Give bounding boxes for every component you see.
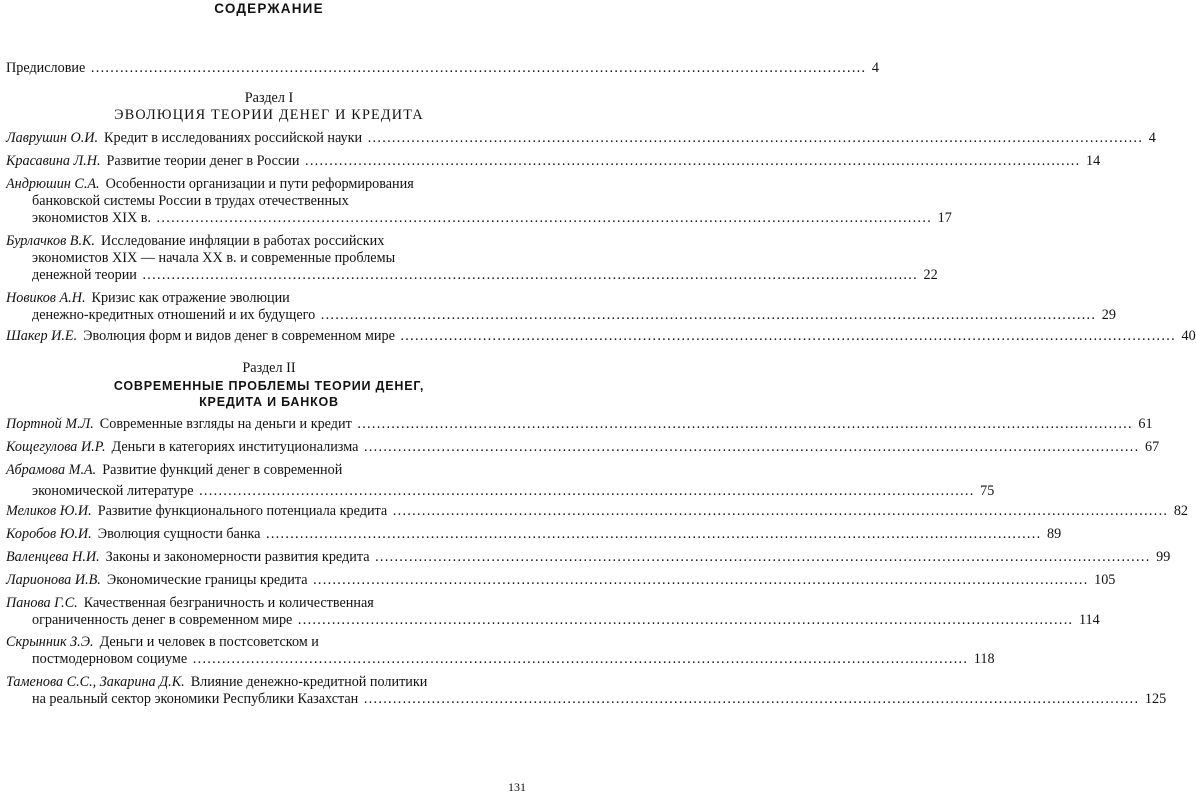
entry-title: Экономические границы кредита [106,572,308,588]
toc-entry [6,674,1167,708]
entry-title: Развитие функционального потенциала кредита [97,503,388,519]
entry-title: Современные взгляды на деньги и кредит [99,416,352,432]
toc-entry [6,439,1160,456]
entry-author: Ларионова И.В. [6,572,101,588]
entry-title: Кредит в исследованиях российской науки [104,130,363,146]
entry-title-cont: экономистов XIX в. [32,210,151,226]
page-ref: 105 [1094,572,1116,588]
entry-title-cont: экономистов XIX — начала XX в. и современные проблемы [32,250,396,266]
page-ref: 114 [1078,612,1100,628]
page-ref: 61 [1138,416,1153,432]
entry-author: Таменова С.С., Закарина Д.К. [6,674,185,690]
page-ref: 99 [1156,549,1171,565]
entry-author: Валенцева Н.И. [6,549,100,565]
entry-title: Законы и закономерности развития кредита [105,549,370,565]
entry-title-cont: банковской системы России в трудах отечественных [32,193,349,209]
toc-entry [6,503,1188,520]
entry-title: Влияние денежно-кредитной политики [190,674,428,690]
leader-dots [157,210,933,226]
toc-entry [6,233,938,284]
leader-dots [393,503,1169,519]
leader-dots [305,153,1081,169]
leader-dots [266,526,1042,542]
entry-title: Исследование инфляции в работах российских [100,233,385,249]
entry-title-cont: экономической литературе [32,483,194,499]
entry-author: Портной М.Л. [6,416,94,432]
entry-author: Красавина Л.Н. [6,153,101,169]
leader-dots [357,416,1133,432]
entry-title-cont: на реальный сектор экономики Республики Казахстан [32,691,359,707]
entry-title: Кризис как отражение эволюции [91,290,290,306]
entry-author: Шакер И.Е. [6,328,78,344]
section-2-title-line1: СОВРЕМЕННЫЕ ПРОБЛЕМЫ ТЕОРИИ ДЕНЕГ, [113,379,425,393]
entry-title-cont: ограниченность денег в современном мире [32,612,293,628]
page-ref: 82 [1173,503,1188,519]
page-ref: 4 [1148,130,1156,146]
leader-dots [321,307,1097,323]
page-ref: 40 [1181,328,1196,344]
toc-entry [6,328,1196,345]
entry-title: Развитие функций денег в современной [102,462,343,478]
toc-entry [6,549,1171,566]
leader-dots [298,612,1074,628]
entry-title-cont: денежной теории [32,267,137,283]
leader-dots [91,60,867,76]
entry-author: Абрамова М.А. [6,462,97,478]
entry-title: Деньги и человек в постсоветском и [99,634,319,650]
entry-title: Особенности организации и пути реформирования [105,176,414,192]
entry-title: Эволюция сущности банка [97,526,261,542]
entry-title: Развитие теории денег в России [106,153,300,169]
toc-entry [6,130,1156,147]
entry-title-cont: денежно-кредитных отношений и их будущего [32,307,316,323]
page-ref: 125 [1144,691,1167,707]
toc-entry [6,176,952,227]
toc-entry [6,290,1116,324]
entry-author: Коробов Ю.И. [6,526,92,542]
entry-title: Эволюция форм и видов денег в современном мире [83,328,395,344]
entry-author: Бурлачков В.К. [6,233,95,249]
toc-entry [6,416,1153,433]
page-ref: 22 [923,267,938,283]
page-ref: 118 [973,651,995,667]
leader-dots [313,572,1089,588]
entry-author: Лаврушин О.И. [6,130,99,146]
leader-dots [199,483,975,499]
page-ref: 89 [1047,526,1062,542]
toc-entry [6,153,1101,170]
page-ref: 4 [871,60,880,76]
page-title: СОДЕРЖАНИЕ [214,1,324,16]
leader-dots [364,439,1140,455]
page-ref: 29 [1101,307,1116,323]
toc-entry [6,526,1062,543]
leader-dots [375,549,1151,565]
leader-dots [400,328,1176,344]
entry-author: Новиков А.Н. [6,290,86,306]
leader-dots [364,691,1140,707]
toc-entry-preface [6,60,880,77]
page-ref: 75 [980,483,995,499]
section-1-number: Раздел I [244,90,294,106]
entry-author: Меликов Ю.И. [6,503,92,519]
section-2-number: Раздел II [242,360,296,376]
leader-dots [193,651,969,667]
entry-title: Деньги в категориях институционализма [111,439,359,455]
page-ref: 14 [1086,153,1101,169]
toc-entry [6,595,1100,629]
page-ref: 17 [937,210,952,226]
page-number: 131 [508,780,526,794]
section-2-title-line2: КРЕДИТА И БАНКОВ [199,395,339,409]
toc-entry [6,572,1116,589]
entry-author: Кощегулова И.Р. [6,439,106,455]
toc-entry [6,462,995,500]
entry-author: Панова Г.С. [6,595,78,611]
section-1-title: ЭВОЛЮЦИЯ ТЕОРИИ ДЕНЕГ И КРЕДИТА [114,107,424,123]
leader-dots [142,267,918,283]
entry-title: Качественная безграничность и количественная [83,595,374,611]
preface-text: Предисловие [6,60,86,76]
page-ref: 67 [1145,439,1160,455]
entry-title-cont: постмодерновом социуме [32,651,188,667]
entry-author: Андрюшин С.А. [6,176,100,192]
leader-dots [368,130,1144,146]
entry-author: Скрынник З.Э. [6,634,94,650]
toc-entry [6,634,995,668]
